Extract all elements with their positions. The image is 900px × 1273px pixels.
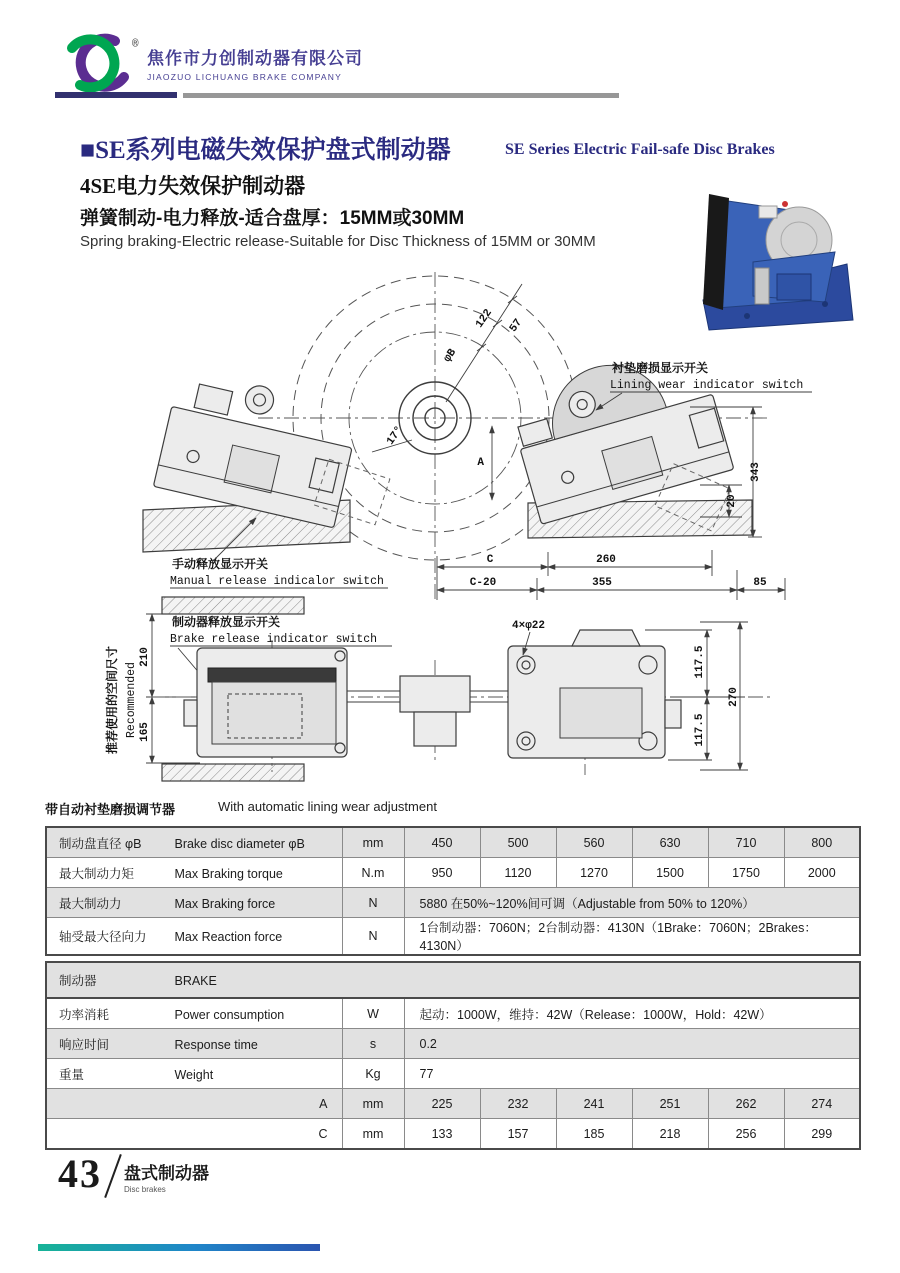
value-cell: 630 bbox=[632, 827, 708, 858]
manual-release-label-cn: 手动释放显示开关 bbox=[172, 557, 269, 571]
dim-phiB: φB bbox=[441, 347, 460, 365]
dim-C: C bbox=[486, 554, 494, 566]
disc-hub bbox=[400, 676, 470, 712]
space-label-cn: 推荐使用的空间尺寸 bbox=[105, 645, 119, 755]
unit-cell: s bbox=[342, 1029, 404, 1059]
dim-85: 85 bbox=[753, 577, 767, 589]
table-row bbox=[46, 858, 860, 888]
value-cell: 500 bbox=[480, 827, 556, 858]
row-label bbox=[46, 918, 342, 956]
row-label bbox=[46, 888, 342, 918]
page-number: 43 bbox=[58, 1151, 102, 1196]
holes-label: 4×φ22 bbox=[512, 620, 546, 632]
value-cell: 232 bbox=[480, 1089, 556, 1119]
row-label-en: Max Braking torque bbox=[174, 866, 283, 881]
company-name-cn: 焦作市力创制动器有限公司 bbox=[147, 49, 363, 68]
row-label-en: Brake disc diameter φB bbox=[174, 836, 305, 851]
lining-wear-label-cn: 衬垫磨损显示开关 bbox=[612, 361, 709, 375]
wall-hatch-bottom bbox=[162, 764, 304, 781]
value-cell: 251 bbox=[632, 1089, 708, 1119]
value-cell: 225 bbox=[404, 1089, 480, 1119]
row-label-cn: 响应时间 bbox=[59, 1037, 110, 1052]
value-cell: 218 bbox=[632, 1119, 708, 1150]
brake-header bbox=[46, 962, 860, 998]
row-label-cn: 轴受最大径向力 bbox=[59, 930, 147, 944]
value-cell: 185 bbox=[556, 1119, 632, 1150]
table-row bbox=[46, 1059, 860, 1089]
dim-165: 165 bbox=[139, 722, 151, 742]
model-title: 4SE电力失效保护制动器 bbox=[80, 174, 306, 198]
value-cell: 710 bbox=[708, 827, 784, 858]
row-label-A: A bbox=[46, 1089, 342, 1119]
dim-A: A bbox=[477, 457, 484, 469]
merged-value-cell: 0.2 bbox=[404, 1029, 860, 1059]
dim-17deg: 17° bbox=[384, 424, 406, 448]
merged-value-cell: 起动：1000W，维持：42W（Release：1000W，Hold：42W） bbox=[404, 998, 860, 1029]
footer-section-en: Disc brakes bbox=[124, 1185, 166, 1194]
spec-table-dimensions bbox=[45, 826, 861, 956]
unit-cell: N bbox=[342, 918, 404, 956]
row-label-cn: 制动盘直径 φB bbox=[59, 836, 142, 851]
row-label-en: Weight bbox=[174, 1067, 214, 1082]
table-row bbox=[46, 1029, 860, 1059]
value-cell: 1270 bbox=[556, 858, 632, 888]
value-cell: 800 bbox=[784, 827, 860, 858]
value-cell: 2000 bbox=[784, 858, 860, 888]
value-cell: 1120 bbox=[480, 858, 556, 888]
logo-swirl-icon bbox=[52, 33, 147, 93]
footer-slash bbox=[104, 1154, 122, 1198]
lining-wear-label-en: Lining wear indicator switch bbox=[610, 379, 804, 392]
dim-117-top: 117.5 bbox=[694, 645, 706, 679]
row-label-cn: 最大制动力矩 bbox=[59, 866, 135, 881]
value-cell: 256 bbox=[708, 1119, 784, 1150]
value-cell: 1750 bbox=[708, 858, 784, 888]
dim-122: 122 bbox=[473, 307, 495, 331]
dim-210: 210 bbox=[139, 647, 151, 667]
dim-343: 343 bbox=[750, 462, 762, 482]
dim-355: 355 bbox=[592, 577, 612, 589]
dim-260: 260 bbox=[596, 554, 616, 566]
caption-cn: 带自动衬垫磨损调节器 bbox=[45, 802, 176, 817]
unit-cell: W bbox=[342, 998, 404, 1029]
technical-drawing bbox=[60, 262, 870, 792]
value-cell: 274 bbox=[784, 1089, 860, 1119]
right-caliper-plan bbox=[508, 630, 681, 758]
row-label bbox=[46, 858, 342, 888]
series-title-en: SE Series Electric Fail-safe Disc Brakes bbox=[505, 141, 775, 158]
space-label-en: Recommended bbox=[125, 662, 138, 738]
company-name-en: JIAOZUO LICHUANG BRAKE COMPANY bbox=[147, 72, 343, 82]
row-label-en: Response time bbox=[174, 1037, 258, 1052]
value-cell: 560 bbox=[556, 827, 632, 858]
unit-cell: Kg bbox=[342, 1059, 404, 1089]
brake-header-en: BRAKE bbox=[174, 974, 217, 988]
bottom-accent-bar bbox=[38, 1244, 320, 1251]
value-cell: 299 bbox=[784, 1119, 860, 1150]
front-view bbox=[143, 272, 812, 600]
table-header-row bbox=[46, 962, 860, 998]
row-label bbox=[46, 1029, 342, 1059]
feature-line-cn: 弹簧制动-电力释放-适合盘厚：15MM或30MM bbox=[80, 208, 465, 229]
spec-table-brake bbox=[45, 961, 861, 1150]
unit-cell: mm bbox=[342, 827, 404, 858]
table-row bbox=[46, 1089, 860, 1119]
dim-117-bottom: 117.5 bbox=[694, 713, 706, 747]
unit-cell: N bbox=[342, 888, 404, 918]
registered-mark: ® bbox=[132, 39, 139, 51]
row-label bbox=[46, 998, 342, 1029]
dim-57: 57 bbox=[507, 317, 526, 335]
series-title-cn: ■SE系列电磁失效保护盘式制动器 bbox=[80, 137, 451, 164]
company-logo bbox=[52, 33, 147, 93]
merged-value-cell: 1台制动器：7060N；2台制动器：4130N（1Brake：7060N；2Brakes：4130N） bbox=[404, 918, 860, 956]
page-footer bbox=[58, 1150, 209, 1199]
value-cell: 950 bbox=[404, 858, 480, 888]
table-row bbox=[46, 827, 860, 858]
value-cell: 1500 bbox=[632, 858, 708, 888]
row-label-cn: 最大制动力 bbox=[59, 896, 122, 911]
row-label bbox=[46, 1059, 342, 1089]
company-name-block bbox=[147, 44, 363, 82]
row-label-en: Power consumption bbox=[174, 1007, 285, 1022]
value-cell: 262 bbox=[708, 1089, 784, 1119]
dim-20: 20 bbox=[726, 494, 738, 508]
table-row bbox=[46, 1119, 860, 1150]
plan-view bbox=[104, 597, 770, 781]
row-label-en: Max Reaction force bbox=[174, 930, 283, 944]
brake-release-label-en: Brake release indicator switch bbox=[170, 633, 378, 646]
wall-hatch-top bbox=[162, 597, 304, 614]
table-row bbox=[46, 998, 860, 1029]
value-cell: 450 bbox=[404, 827, 480, 858]
caption-en: With automatic lining wear adjustment bbox=[218, 799, 437, 814]
brake-header-cn: 制动器 bbox=[59, 974, 97, 988]
value-cell: 241 bbox=[556, 1089, 632, 1119]
value-cell: 157 bbox=[480, 1119, 556, 1150]
row-label-cn: 重量 bbox=[59, 1067, 85, 1082]
unit-cell: mm bbox=[342, 1089, 404, 1119]
value-cell: 133 bbox=[404, 1119, 480, 1150]
merged-value-cell: 77 bbox=[404, 1059, 860, 1089]
merged-value-cell: 5880 在50%~120%间可调（Adjustable from 50% to 120%） bbox=[404, 888, 860, 918]
dim-C20: C-20 bbox=[469, 577, 497, 589]
footer-section-cn: 盘式制动器 bbox=[124, 1164, 209, 1183]
left-brake-assembly bbox=[153, 367, 361, 527]
feature-line-en: Spring braking-Electric release-Suitable for Disc Thickness of 15MM or 30MM bbox=[80, 233, 596, 250]
row-label-en: Max Braking force bbox=[174, 896, 276, 911]
row-label-cn: 功率消耗 bbox=[59, 1007, 110, 1022]
brake-release-label-cn: 制动器释放显示开关 bbox=[172, 615, 281, 629]
unit-cell: N.m bbox=[342, 858, 404, 888]
header-rule-navy bbox=[55, 92, 177, 98]
left-caliper-plan bbox=[184, 648, 347, 757]
manual-release-label-en: Manual release indicalor switch bbox=[170, 575, 384, 588]
table-row bbox=[46, 888, 860, 918]
header-rule-gray bbox=[183, 93, 619, 98]
dim-270: 270 bbox=[728, 687, 740, 707]
row-label bbox=[46, 827, 342, 858]
row-label-C: C bbox=[46, 1119, 342, 1150]
unit-cell: mm bbox=[342, 1119, 404, 1150]
table-row bbox=[46, 918, 860, 956]
